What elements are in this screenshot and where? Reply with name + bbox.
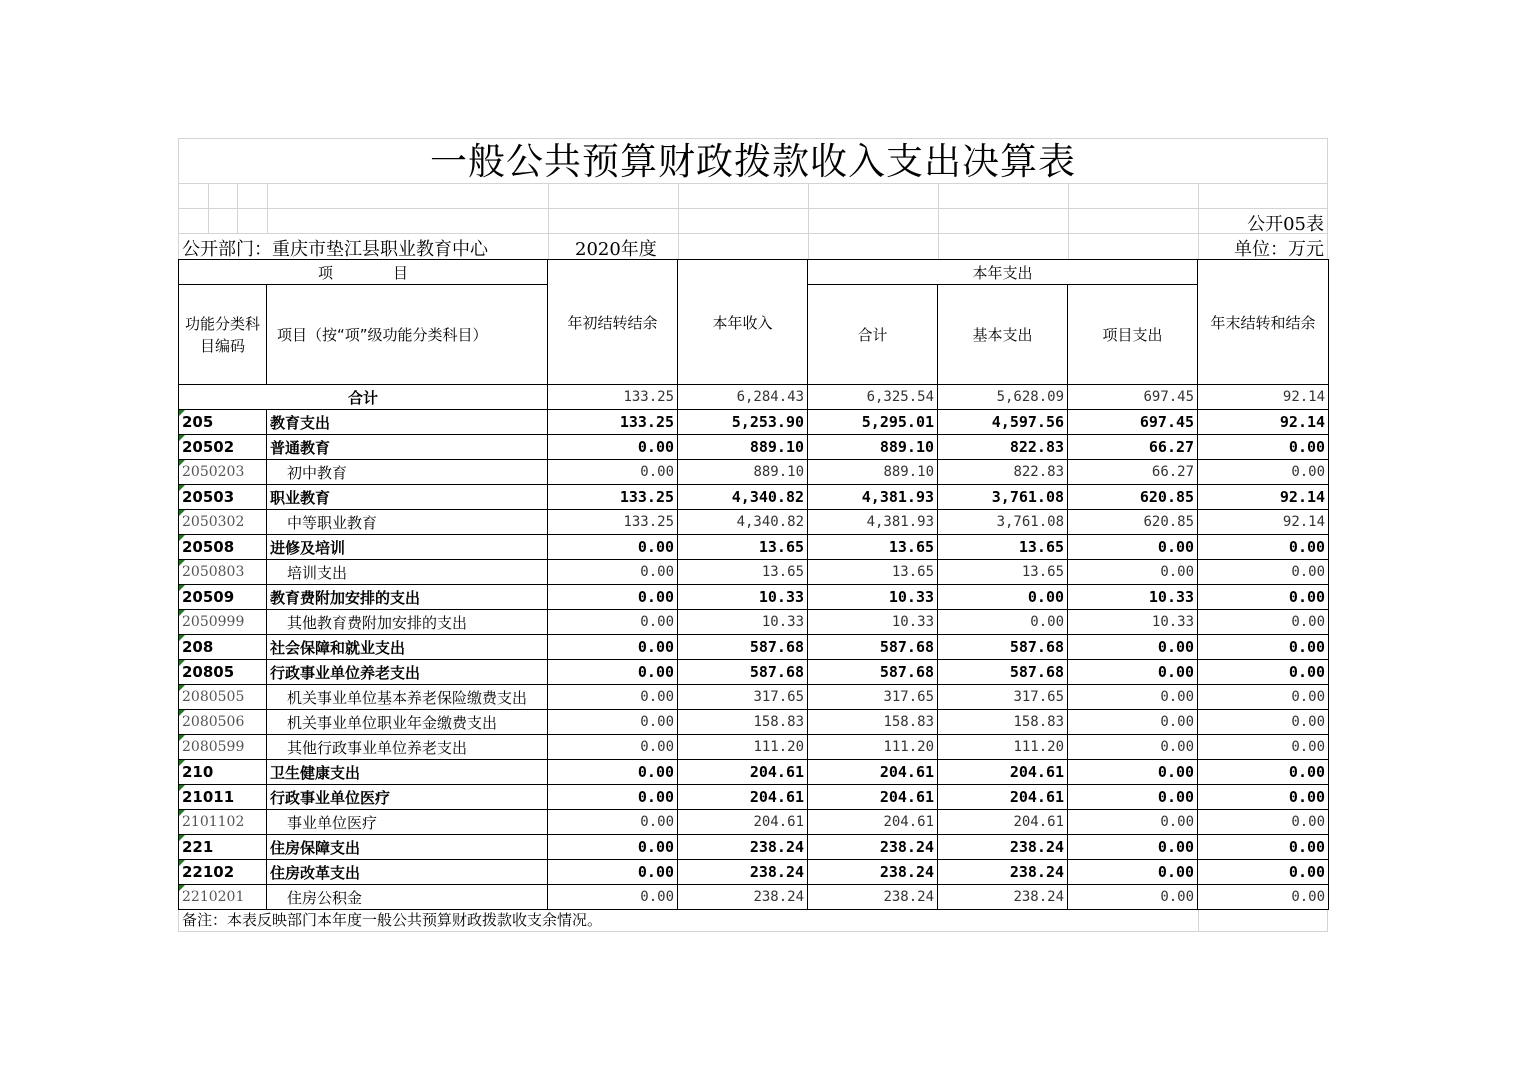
- func-code-cell: [179, 710, 267, 735]
- value-exp-total: 111.20: [808, 735, 938, 760]
- cell-marker-icon: [179, 635, 185, 641]
- func-code-cell: [179, 885, 267, 910]
- value-exp-total: 317.65: [808, 685, 938, 710]
- cell-marker-icon: [179, 660, 185, 666]
- value-exp-basic: 822.83: [938, 460, 1068, 485]
- value-closing: 0.00: [1198, 610, 1329, 635]
- value-opening: 133.25: [548, 485, 678, 510]
- cell-marker-icon: [179, 560, 185, 566]
- value-exp-basic: 3,761.08: [938, 485, 1068, 510]
- item-name: 其他行政事业单位养老支出: [267, 735, 548, 760]
- fiscal-year: 2020年度: [575, 239, 657, 260]
- value-exp-basic: 204.61: [938, 760, 1068, 785]
- header-exp-total: 合计: [808, 285, 938, 385]
- total-opening: 133.25: [548, 385, 678, 410]
- value-exp-project: 66.27: [1068, 460, 1198, 485]
- value-exp-project: 0.00: [1068, 810, 1198, 835]
- table-row: [179, 535, 1329, 560]
- value-exp-total: 238.24: [808, 885, 938, 910]
- value-opening: 0.00: [548, 685, 678, 710]
- cell-marker-icon: [179, 535, 185, 541]
- func-code: 205: [182, 413, 214, 431]
- value-exp-total: 10.33: [808, 585, 938, 610]
- func-code: 2050803: [182, 564, 245, 580]
- department-label: 公开部门：重庆市垫江县职业教育中心: [182, 239, 488, 260]
- value-exp-total: 5,295.01: [808, 410, 938, 435]
- func-code: 20805: [182, 663, 235, 681]
- value-exp-project: 620.85: [1068, 485, 1198, 510]
- cell-marker-icon: [179, 460, 185, 466]
- func-code: 21011: [182, 788, 235, 806]
- cell-marker-icon: [179, 785, 185, 791]
- value-opening: 0.00: [548, 710, 678, 735]
- func-code-cell: [179, 785, 267, 810]
- value-exp-basic: 158.83: [938, 710, 1068, 735]
- value-closing: 0.00: [1198, 435, 1329, 460]
- func-code-cell: [179, 460, 267, 485]
- item-name: 卫生健康支出: [267, 760, 548, 785]
- value-opening: 0.00: [548, 860, 678, 885]
- value-exp-total: 587.68: [808, 660, 938, 685]
- value-exp-total: 4,381.93: [808, 485, 938, 510]
- table-id: 公开05表: [1247, 214, 1324, 235]
- value-exp-project: 697.45: [1068, 410, 1198, 435]
- total-row: [179, 385, 1329, 410]
- value-exp-total: 10.33: [808, 610, 938, 635]
- table-row: [179, 510, 1329, 535]
- value-exp-project: 0.00: [1068, 785, 1198, 810]
- meta-row: [178, 234, 1328, 259]
- func-code-cell: [179, 760, 267, 785]
- value-exp-project: 0.00: [1068, 635, 1198, 660]
- value-closing: 0.00: [1198, 460, 1329, 485]
- cell-marker-icon: [179, 835, 185, 841]
- value-exp-basic: 238.24: [938, 885, 1068, 910]
- budget-sheet: [178, 138, 1328, 932]
- cell-marker-icon: [179, 860, 185, 866]
- value-closing: 0.00: [1198, 735, 1329, 760]
- value-opening: 0.00: [548, 835, 678, 860]
- value-exp-project: 10.33: [1068, 610, 1198, 635]
- table-row: [179, 735, 1329, 760]
- header-closing-balance: 年末结转和结余: [1198, 260, 1329, 385]
- item-name: 中等职业教育: [267, 510, 548, 535]
- func-code: 2050302: [182, 514, 245, 530]
- item-name: 职业教育: [267, 485, 548, 510]
- value-exp-basic: 13.65: [938, 535, 1068, 560]
- table-row: [179, 685, 1329, 710]
- func-code-cell: [179, 585, 267, 610]
- item-name: 行政事业单位医疗: [267, 785, 548, 810]
- table-id-row: [178, 209, 1328, 234]
- cell-marker-icon: [179, 760, 185, 766]
- value-income: 13.65: [678, 560, 808, 585]
- value-exp-total: 889.10: [808, 460, 938, 485]
- value-exp-project: 0.00: [1068, 835, 1198, 860]
- value-exp-total: 204.61: [808, 810, 938, 835]
- value-exp-project: 10.33: [1068, 585, 1198, 610]
- value-closing: 0.00: [1198, 535, 1329, 560]
- table-row: [179, 785, 1329, 810]
- value-opening: 0.00: [548, 585, 678, 610]
- value-exp-total: 204.61: [808, 785, 938, 810]
- table-row: [179, 860, 1329, 885]
- value-exp-basic: 111.20: [938, 735, 1068, 760]
- value-opening: 0.00: [548, 660, 678, 685]
- func-code-cell: [179, 510, 267, 535]
- total-label: 合计: [179, 385, 548, 410]
- cell-marker-icon: [179, 610, 185, 616]
- func-code: 2210201: [182, 889, 245, 905]
- table-row: [179, 610, 1329, 635]
- func-code-cell: [179, 560, 267, 585]
- value-opening: 0.00: [548, 785, 678, 810]
- header-expenditure: 本年支出: [808, 260, 1198, 285]
- value-exp-basic: 0.00: [938, 585, 1068, 610]
- value-exp-project: 0.00: [1068, 735, 1198, 760]
- value-exp-project: 0.00: [1068, 860, 1198, 885]
- table-row: [179, 835, 1329, 860]
- table-row: [179, 560, 1329, 585]
- value-opening: 0.00: [548, 810, 678, 835]
- item-name: 机关事业单位职业年金缴费支出: [267, 710, 548, 735]
- func-code-cell: [179, 635, 267, 660]
- item-name: 社会保障和就业支出: [267, 635, 548, 660]
- total-closing: 92.14: [1198, 385, 1329, 410]
- value-closing: 0.00: [1198, 860, 1329, 885]
- table-row: [179, 460, 1329, 485]
- value-income: 238.24: [678, 885, 808, 910]
- value-exp-total: 889.10: [808, 435, 938, 460]
- blank-row: [178, 184, 1328, 209]
- cell-marker-icon: [179, 585, 185, 591]
- item-name: 培训支出: [267, 560, 548, 585]
- item-name: 教育费附加安排的支出: [267, 585, 548, 610]
- value-exp-basic: 587.68: [938, 660, 1068, 685]
- func-code: 22102: [182, 863, 235, 881]
- func-code: 2101102: [182, 814, 245, 830]
- item-name: 住房保障支出: [267, 835, 548, 860]
- footnote-row: [178, 910, 1328, 932]
- item-name: 住房公积金: [267, 885, 548, 910]
- item-name: 其他教育费附加安排的支出: [267, 610, 548, 635]
- header-income: 本年收入: [678, 260, 808, 385]
- value-opening: 0.00: [548, 460, 678, 485]
- value-exp-basic: 822.83: [938, 435, 1068, 460]
- cell-marker-icon: [179, 810, 185, 816]
- func-code: 20509: [182, 588, 235, 606]
- value-closing: 0.00: [1198, 585, 1329, 610]
- value-closing: 0.00: [1198, 660, 1329, 685]
- cell-marker-icon: [179, 885, 185, 891]
- value-opening: 0.00: [548, 435, 678, 460]
- total-project: 697.45: [1068, 385, 1198, 410]
- value-exp-basic: 204.61: [938, 785, 1068, 810]
- value-closing: 0.00: [1198, 635, 1329, 660]
- cell-marker-icon: [179, 735, 185, 741]
- value-income: 111.20: [678, 735, 808, 760]
- value-income: 13.65: [678, 535, 808, 560]
- value-exp-total: 238.24: [808, 860, 938, 885]
- value-exp-project: 0.00: [1068, 560, 1198, 585]
- cell-marker-icon: [179, 685, 185, 691]
- table-row: [179, 635, 1329, 660]
- value-opening: 0.00: [548, 760, 678, 785]
- value-exp-basic: 0.00: [938, 610, 1068, 635]
- value-income: 4,340.82: [678, 485, 808, 510]
- header-project: 项 目: [179, 260, 548, 285]
- value-exp-project: 0.00: [1068, 535, 1198, 560]
- table-row: [179, 885, 1329, 910]
- func-code-cell: [179, 660, 267, 685]
- func-code-cell: [179, 835, 267, 860]
- table-row: [179, 760, 1329, 785]
- func-code-cell: [179, 535, 267, 560]
- cell-marker-icon: [179, 510, 185, 516]
- item-name: 普通教育: [267, 435, 548, 460]
- table-row: [179, 410, 1329, 435]
- value-closing: 0.00: [1198, 785, 1329, 810]
- value-opening: 133.25: [548, 410, 678, 435]
- value-income: 889.10: [678, 435, 808, 460]
- value-exp-total: 587.68: [808, 635, 938, 660]
- table-row: [179, 435, 1329, 460]
- value-opening: 0.00: [548, 735, 678, 760]
- value-closing: 0.00: [1198, 810, 1329, 835]
- func-code: 210: [182, 763, 214, 781]
- func-code: 208: [182, 638, 214, 656]
- table-row: [179, 485, 1329, 510]
- value-income: 238.24: [678, 835, 808, 860]
- item-name: 事业单位医疗: [267, 810, 548, 835]
- total-income: 6,284.43: [678, 385, 808, 410]
- value-exp-total: 4,381.93: [808, 510, 938, 535]
- value-income: 10.33: [678, 585, 808, 610]
- value-income: 317.65: [678, 685, 808, 710]
- value-income: 204.61: [678, 810, 808, 835]
- table-row: [179, 710, 1329, 735]
- func-code: 20508: [182, 538, 235, 556]
- value-income: 4,340.82: [678, 510, 808, 535]
- value-income: 204.61: [678, 785, 808, 810]
- cell-marker-icon: [179, 435, 185, 441]
- value-income: 5,253.90: [678, 410, 808, 435]
- value-closing: 0.00: [1198, 760, 1329, 785]
- value-exp-project: 0.00: [1068, 760, 1198, 785]
- value-exp-basic: 238.24: [938, 860, 1068, 885]
- header-project-name: 项目（按“项”级功能分类科目）: [267, 285, 548, 385]
- value-exp-total: 13.65: [808, 560, 938, 585]
- value-exp-basic: 587.68: [938, 635, 1068, 660]
- item-name: 初中教育: [267, 460, 548, 485]
- value-opening: 0.00: [548, 635, 678, 660]
- value-exp-total: 13.65: [808, 535, 938, 560]
- func-code: 2050999: [182, 614, 245, 630]
- value-closing: 92.14: [1198, 485, 1329, 510]
- func-code: 221: [182, 838, 214, 856]
- value-exp-total: 158.83: [808, 710, 938, 735]
- value-income: 10.33: [678, 610, 808, 635]
- table-row: [179, 660, 1329, 685]
- item-name: 行政事业单位养老支出: [267, 660, 548, 685]
- value-income: 889.10: [678, 460, 808, 485]
- value-exp-project: 620.85: [1068, 510, 1198, 535]
- table-row: [179, 585, 1329, 610]
- item-name: 进修及培训: [267, 535, 548, 560]
- value-opening: 133.25: [548, 510, 678, 535]
- table-row: [179, 810, 1329, 835]
- value-exp-project: 0.00: [1068, 685, 1198, 710]
- budget-table: [178, 259, 1329, 910]
- value-opening: 0.00: [548, 535, 678, 560]
- value-closing: 0.00: [1198, 885, 1329, 910]
- value-exp-basic: 317.65: [938, 685, 1068, 710]
- value-exp-project: 0.00: [1068, 885, 1198, 910]
- value-opening: 0.00: [548, 610, 678, 635]
- value-closing: 0.00: [1198, 710, 1329, 735]
- header-exp-basic: 基本支出: [938, 285, 1068, 385]
- func-code-cell: [179, 735, 267, 760]
- func-code-cell: [179, 485, 267, 510]
- value-income: 587.68: [678, 660, 808, 685]
- value-exp-project: 0.00: [1068, 710, 1198, 735]
- value-income: 587.68: [678, 635, 808, 660]
- cell-marker-icon: [179, 485, 185, 491]
- func-code: 20503: [182, 488, 235, 506]
- value-closing: 0.00: [1198, 835, 1329, 860]
- func-code-cell: [179, 810, 267, 835]
- value-income: 238.24: [678, 860, 808, 885]
- unit-label: 单位：万元: [1234, 239, 1324, 260]
- value-exp-total: 238.24: [808, 835, 938, 860]
- cell-marker-icon: [179, 410, 185, 416]
- header-exp-project: 项目支出: [1068, 285, 1198, 385]
- func-code: 2080599: [182, 739, 245, 755]
- sheet-title: 一般公共预算财政拨款收入支出决算表: [178, 138, 1328, 184]
- value-exp-basic: 13.65: [938, 560, 1068, 585]
- value-opening: 0.00: [548, 885, 678, 910]
- func-code: 2050203: [182, 464, 245, 480]
- value-exp-project: 66.27: [1068, 435, 1198, 460]
- cell-marker-icon: [179, 710, 185, 716]
- header-func-code: 功能分类科目编码: [179, 285, 267, 385]
- footnote: 备注：本表反映部门本年度一般公共预算财政拨款收支余情况。: [182, 911, 603, 929]
- value-income: 204.61: [678, 760, 808, 785]
- func-code-cell: [179, 610, 267, 635]
- value-exp-total: 204.61: [808, 760, 938, 785]
- func-code-cell: [179, 435, 267, 460]
- value-closing: 0.00: [1198, 560, 1329, 585]
- header-opening-balance: 年初结转结余: [548, 260, 678, 385]
- func-code-cell: [179, 410, 267, 435]
- value-opening: 0.00: [548, 560, 678, 585]
- value-exp-basic: 3,761.08: [938, 510, 1068, 535]
- value-exp-basic: 238.24: [938, 835, 1068, 860]
- value-closing: 0.00: [1198, 685, 1329, 710]
- item-name: 教育支出: [267, 410, 548, 435]
- value-exp-basic: 204.61: [938, 810, 1068, 835]
- func-code-cell: [179, 860, 267, 885]
- value-closing: 92.14: [1198, 410, 1329, 435]
- func-code: 2080505: [182, 689, 245, 705]
- value-exp-basic: 4,597.56: [938, 410, 1068, 435]
- value-income: 158.83: [678, 710, 808, 735]
- value-closing: 92.14: [1198, 510, 1329, 535]
- value-exp-project: 0.00: [1068, 660, 1198, 685]
- func-code-cell: [179, 685, 267, 710]
- item-name: 机关事业单位基本养老保险缴费支出: [267, 685, 548, 710]
- total-basic: 5,628.09: [938, 385, 1068, 410]
- item-name: 住房改革支出: [267, 860, 548, 885]
- func-code: 20502: [182, 438, 235, 456]
- func-code: 2080506: [182, 714, 245, 730]
- total-exp: 6,325.54: [808, 385, 938, 410]
